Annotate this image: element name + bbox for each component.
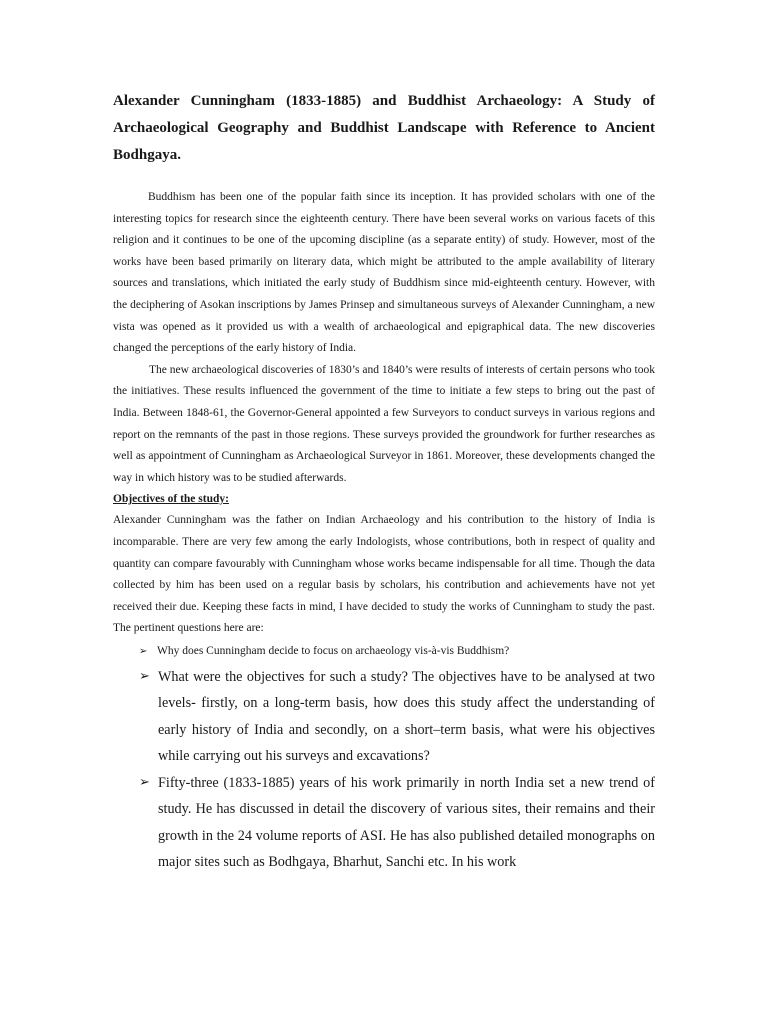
list-item-text: Why does Cunningham decide to focus on archaeology vis-à-vis Buddhism?	[157, 644, 510, 657]
questions-list	[113, 640, 655, 876]
arrow-bullet-icon: ➢	[139, 645, 148, 657]
document-title: Alexander Cunningham (1833-1885) and Buddhist Archaeology: A Study of Archaeological Geography and Buddhist Landscape with Reference to Ancient Bodhgaya.	[113, 93, 655, 163]
objectives-paragraph: Alexander Cunningham was the father on Indian Archaeology and his contribution to the history of India is incomparable. There are very few among the early Indologists, whose contributions, both in respect of quality and quantity can compare favourably with Cunningham whose works became indispensable for all time. Though the data collected by him has been used on a regular basis by scholars, his contribution and achievements have not yet received their due. Keeping these facts in mind, I have decided to study the works of Cunningham to study the past. The pertinent questions here are:	[113, 514, 655, 635]
arrow-bullet-icon: ➢	[139, 774, 150, 790]
objectives-heading: Objectives of the study:	[113, 493, 229, 506]
list-item-text: Fifty-three (1833-1885) years of his work primarily in north India set a new trend of study. He has discussed in detail the discovery of various sites, their remains and their growth in the 24 volume reports of ASI. He has also published detailed monographs on major sites such as Bodhgaya, Bharhut, Sanchi etc. In his work	[158, 774, 655, 871]
intro-paragraph: Buddhism has been one of the popular faith since its inception. It has provided scholars with one of the interesting topics for research since the eighteenth century. There have been several works on various facets of this religion and it continues to be one of the upcoming discipline (as a separate entity) of study. However, most of the works have been based primarily on literary data, which might be attributed to the ample availability of literary sources and translations, which initiated the early study of Buddhism since mid-eighteenth century. However, with the deciphering of Asokan inscriptions by James Prinsep and simultaneous surveys of Alexander Cunningham, a new vista was opened as it provided us with a wealth of archaeological and epigraphical data. The new discoveries changed the perceptions of the early history of India.	[113, 191, 655, 355]
discoveries-paragraph: The new archaeological discoveries of 1830’s and 1840’s were results of interests of certain persons who took the initiatives. These results influenced the government of the time to initiate a few steps to bring out the past of India. Between 1848-61, the Governor-General appointed a few Surveyors to conduct surveys in various regions and report on the remnants of the past in those regions. These surveys provided the groundwork for further researches as well as appointment of Cunningham as Archaeological Surveyor in 1861. Moreover, these developments changed the way in which history was to be studied afterwards.	[113, 363, 655, 484]
document-page	[113, 88, 655, 876]
arrow-bullet-icon: ➢	[139, 668, 150, 684]
list-item	[113, 664, 655, 770]
list-item	[113, 770, 655, 876]
list-item-text: What were the objectives for such a study? The objectives have to be analysed at two levels- firstly, on a long-term basis, how does this study affect the understanding of early history of India and secondly, on a short–term basis, what were his objectives while carrying out his surveys and excavations?	[158, 668, 655, 765]
list-item	[113, 640, 655, 662]
